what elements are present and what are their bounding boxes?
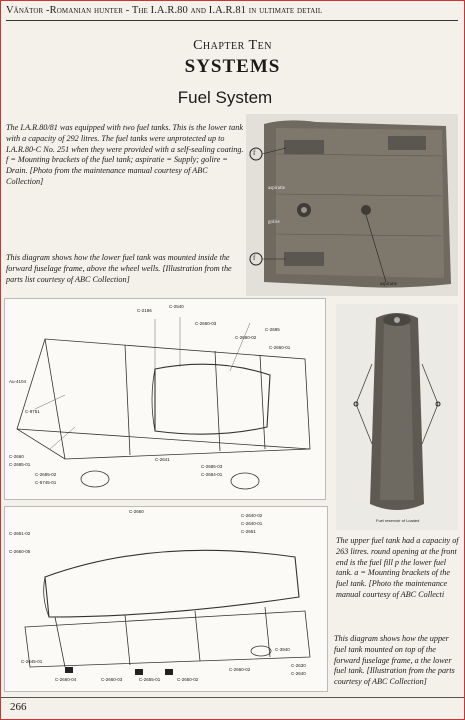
diagram1-label-13: C-2685-03 (201, 464, 223, 469)
diagram1-label-7: C-2660 (9, 454, 24, 459)
diagram1-label-11: C-2641 (155, 457, 170, 462)
photo-label-supply: aspiratie (268, 186, 285, 191)
page-number: 266 (10, 701, 27, 713)
diagram2-label-2: C-2640-02 (241, 513, 263, 518)
diagram2-label-5: C-2651-02 (9, 531, 31, 536)
diagram1-label-1: C-2196 (137, 308, 152, 313)
upper-photo-caption: Fuel reservoir of Loaded (376, 518, 420, 523)
photo-label-outlet: aspiratie (380, 282, 397, 287)
diagram2-label-14: C-2630 (291, 663, 306, 668)
footer-rule (0, 697, 465, 698)
diagram1-label-3: C-2660-03 (195, 321, 217, 326)
photo-label-drain: golire (268, 220, 280, 225)
chapter-title: SYSTEMS (184, 56, 281, 77)
diagram2-label-7: C-2645-01 (21, 659, 43, 664)
caption-lower-tank-photo: The I.A.R.80/81 was equipped with two fuel tanks. This is the lower tank with a capacity of 292 litres. The fuel tanks were unprotected up to I.A.R.80-C No. 251 when they were provided with a self-sealing coating. f = Mounting brackets of the fuel tank; aspiratie = Supply; golire = Drain. [Photo from the maintenance manual courtesy of ABC Collection] (6, 123, 244, 186)
caption-upper-tank-photo: The upper fuel tank had a capacity of 263 litres. round opening at the front end is the fuel fill p the lower fuel tank. a = Mounting brackets of the fuel tank. [Photo the maintenance manual courtesy of ABC Collecti (336, 536, 459, 599)
photo-label-bracket-top: f (253, 149, 256, 157)
diagram1-label-15: C-2660-01 (269, 345, 291, 350)
caption-lower-tank-diagram: This diagram shows how the lower fuel tank was mounted inside the forward fuselage frame, above the wheel wells. [Illustration from the parts list courtesy of ABC Collection] (6, 253, 232, 284)
diagram2-label-10: C-2655-01 (139, 677, 161, 682)
diagram1-label-6: Au-4104 (9, 379, 27, 384)
diagram1-label-12: C-9751 (25, 409, 40, 414)
lower-tank-photo (246, 114, 458, 296)
diagram2-label-6: C-2660-05 (9, 549, 31, 554)
diagram2-label-9: C-2660-03 (101, 677, 123, 682)
diagram2-label-11: C-2650-02 (177, 677, 199, 682)
diagram2-label-3: C-2640-01 (241, 521, 263, 526)
upper-tank-photo (336, 304, 458, 530)
diagram2-label-1: C-2660 (129, 509, 144, 514)
upper-tank-diagram (4, 506, 328, 692)
diagram1-label-5: C-2685 (265, 327, 280, 332)
diagram2-label-8: C-2660-04 (55, 677, 77, 682)
photo-label-bracket-bottom: f (253, 254, 256, 262)
diagram1-label-9: C-2685-02 (35, 472, 57, 477)
diagram2-label-4: C-2651 (241, 529, 256, 534)
lower-tank-diagram (4, 298, 326, 500)
chapter-label: Chapter Ten (193, 38, 272, 53)
diagram1-label-14: C-2684-01 (201, 472, 223, 477)
diagram1-label-8: C-2685-01 (9, 462, 31, 467)
running-header: Vânător -Romanian hunter - The I.A.R.80 and I.A.R.81 in ultimate detail (6, 4, 458, 21)
diagram1-label-2: C-2540 (169, 304, 184, 309)
diagram2-label-15: C-2640 (291, 671, 306, 676)
section-title: Fuel System (177, 88, 273, 107)
diagram2-label-13: C-3940 (275, 647, 290, 652)
diagram1-label-4: C-2660-02 (235, 335, 257, 340)
caption-upper-tank-diagram: This diagram shows how the upper fuel tank mounted on top of the forward fuselage frame, a the lower fuel tank. [Illustration from the parts courtesy of ABC Collection] (334, 634, 455, 687)
diagram1-label-10: C-5745-01 (35, 480, 57, 485)
diagram2-label-12: C-2660-02 (229, 667, 251, 672)
